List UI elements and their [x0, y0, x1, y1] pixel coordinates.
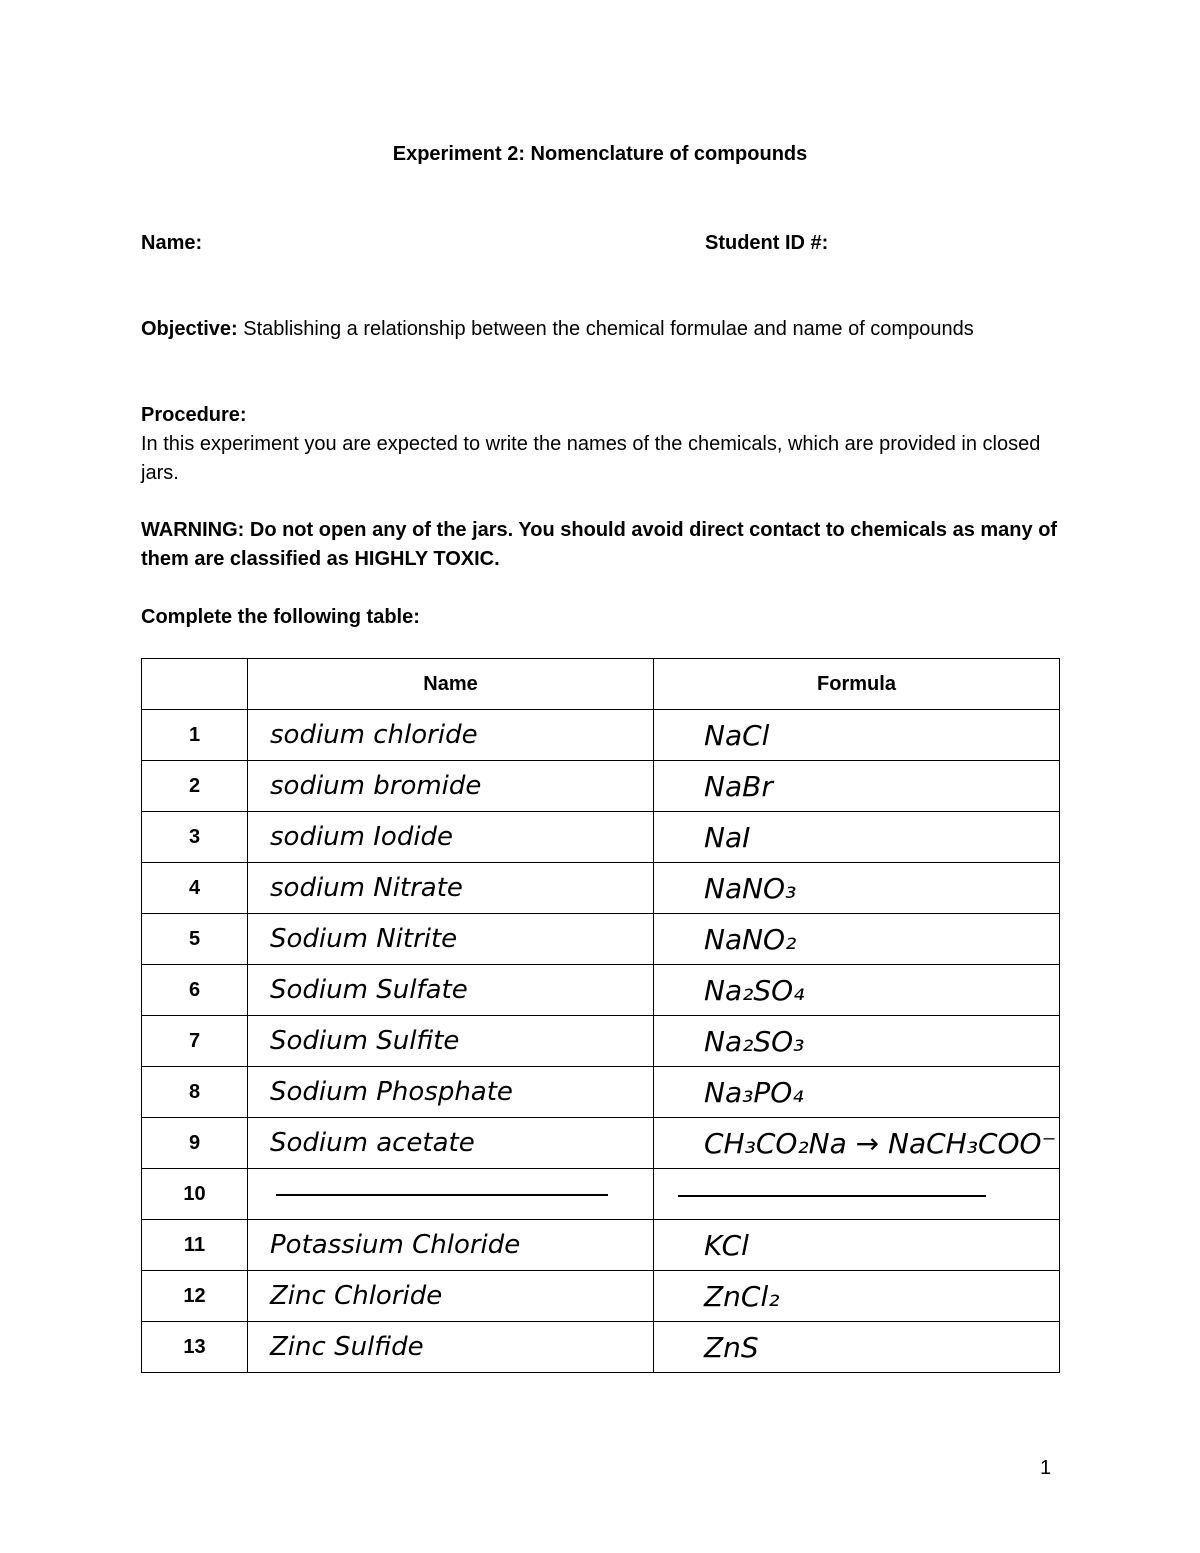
table-row — [142, 761, 1060, 812]
row-number: 8 — [142, 1067, 248, 1118]
row-number: 5 — [142, 914, 248, 965]
handwritten-compound-name: Zinc Sulfide — [248, 1322, 654, 1373]
handwritten-compound-name: Zinc Chloride — [248, 1271, 654, 1322]
row-number: 6 — [142, 965, 248, 1016]
table-row — [142, 1322, 1060, 1373]
row-number: 12 — [142, 1271, 248, 1322]
table-header-name: Name — [248, 659, 654, 710]
row-number: 1 — [142, 710, 248, 761]
row-number: 3 — [142, 812, 248, 863]
table-row — [142, 1016, 1060, 1067]
handwritten-compound-formula: Na₃PO₄ — [654, 1067, 1060, 1118]
handwritten-compound-name: Sodium Sulfite — [248, 1016, 654, 1067]
handwritten-compound-name: sodium Nitrate — [248, 863, 654, 914]
handwritten-compound-formula: NaNO₂ — [654, 914, 1060, 965]
table-row — [142, 710, 1060, 761]
warning-text: WARNING: Do not open any of the jars. You should avoid direct contact to chemicals as many of them are classified as HIGHLY TOXIC. — [141, 519, 1058, 570]
objective — [141, 315, 1081, 344]
table-row — [142, 965, 1060, 1016]
blank-name-line — [248, 1169, 654, 1220]
handwritten-compound-formula: NaBr — [654, 761, 1060, 812]
table-row — [142, 1169, 1060, 1220]
handwritten-compound-name: sodium bromide — [248, 761, 654, 812]
row-number: 7 — [142, 1016, 248, 1067]
handwritten-compound-formula: NaI — [654, 812, 1060, 863]
objective-text: Stablishing a relationship between the chemical formulae and name of compounds — [237, 318, 974, 340]
blank-line — [276, 1194, 608, 1196]
table-header-formula: Formula — [654, 659, 1060, 710]
handwritten-compound-name: Sodium Sulfate — [248, 965, 654, 1016]
procedure-heading: Procedure: — [141, 404, 247, 426]
handwritten-compound-formula: ZnS — [654, 1322, 1060, 1373]
handwritten-compound-name: Sodium Phosphate — [248, 1067, 654, 1118]
row-number: 10 — [142, 1169, 248, 1220]
row-number: 13 — [142, 1322, 248, 1373]
table-instruction: Complete the following table: — [141, 606, 420, 628]
page-number: 1 — [1040, 1457, 1052, 1479]
handwritten-compound-formula: NaNO₃ — [654, 863, 1060, 914]
name-label: Name: — [141, 232, 203, 254]
handwritten-compound-name: sodium Iodide — [248, 812, 654, 863]
row-number: 11 — [142, 1220, 248, 1271]
table-row — [142, 1271, 1060, 1322]
procedure-text: In this experiment you are expected to write the names of the chemicals, which are provided in closed jars. — [141, 433, 1041, 484]
handwritten-compound-name: Sodium acetate — [248, 1118, 654, 1169]
handwritten-compound-formula: ZnCl₂ — [654, 1271, 1060, 1322]
student-id-label: Student ID #: — [705, 232, 829, 254]
table-header-row — [142, 659, 1060, 710]
handwritten-compound-formula: Na₂SO₃ — [654, 1016, 1060, 1067]
handwritten-compound-formula: NaCl — [654, 710, 1060, 761]
table-row — [142, 1067, 1060, 1118]
table-row — [142, 914, 1060, 965]
row-number: 9 — [142, 1118, 248, 1169]
page-title: Experiment 2: Nomenclature of compounds — [392, 143, 808, 165]
handwritten-compound-name: Sodium Nitrite — [248, 914, 654, 965]
table-row — [142, 812, 1060, 863]
compounds-table — [141, 658, 1060, 1373]
handwritten-compound-formula: KCl — [654, 1220, 1060, 1271]
handwritten-compound-formula: Na₂SO₄ — [654, 965, 1060, 1016]
handwritten-compound-name: sodium chloride — [248, 710, 654, 761]
objective-label: Objective: — [141, 318, 238, 340]
handwritten-compound-name: Potassium Chloride — [248, 1220, 654, 1271]
table-row — [142, 863, 1060, 914]
row-number: 4 — [142, 863, 248, 914]
table-row — [142, 1220, 1060, 1271]
handwritten-compound-formula: CH₃CO₂Na → NaCH₃COO⁻ — [654, 1118, 1060, 1169]
blank-line — [678, 1195, 986, 1197]
row-number: 2 — [142, 761, 248, 812]
table-row — [142, 1118, 1060, 1169]
table-header-number — [142, 659, 248, 710]
blank-formula-line — [654, 1169, 1060, 1220]
